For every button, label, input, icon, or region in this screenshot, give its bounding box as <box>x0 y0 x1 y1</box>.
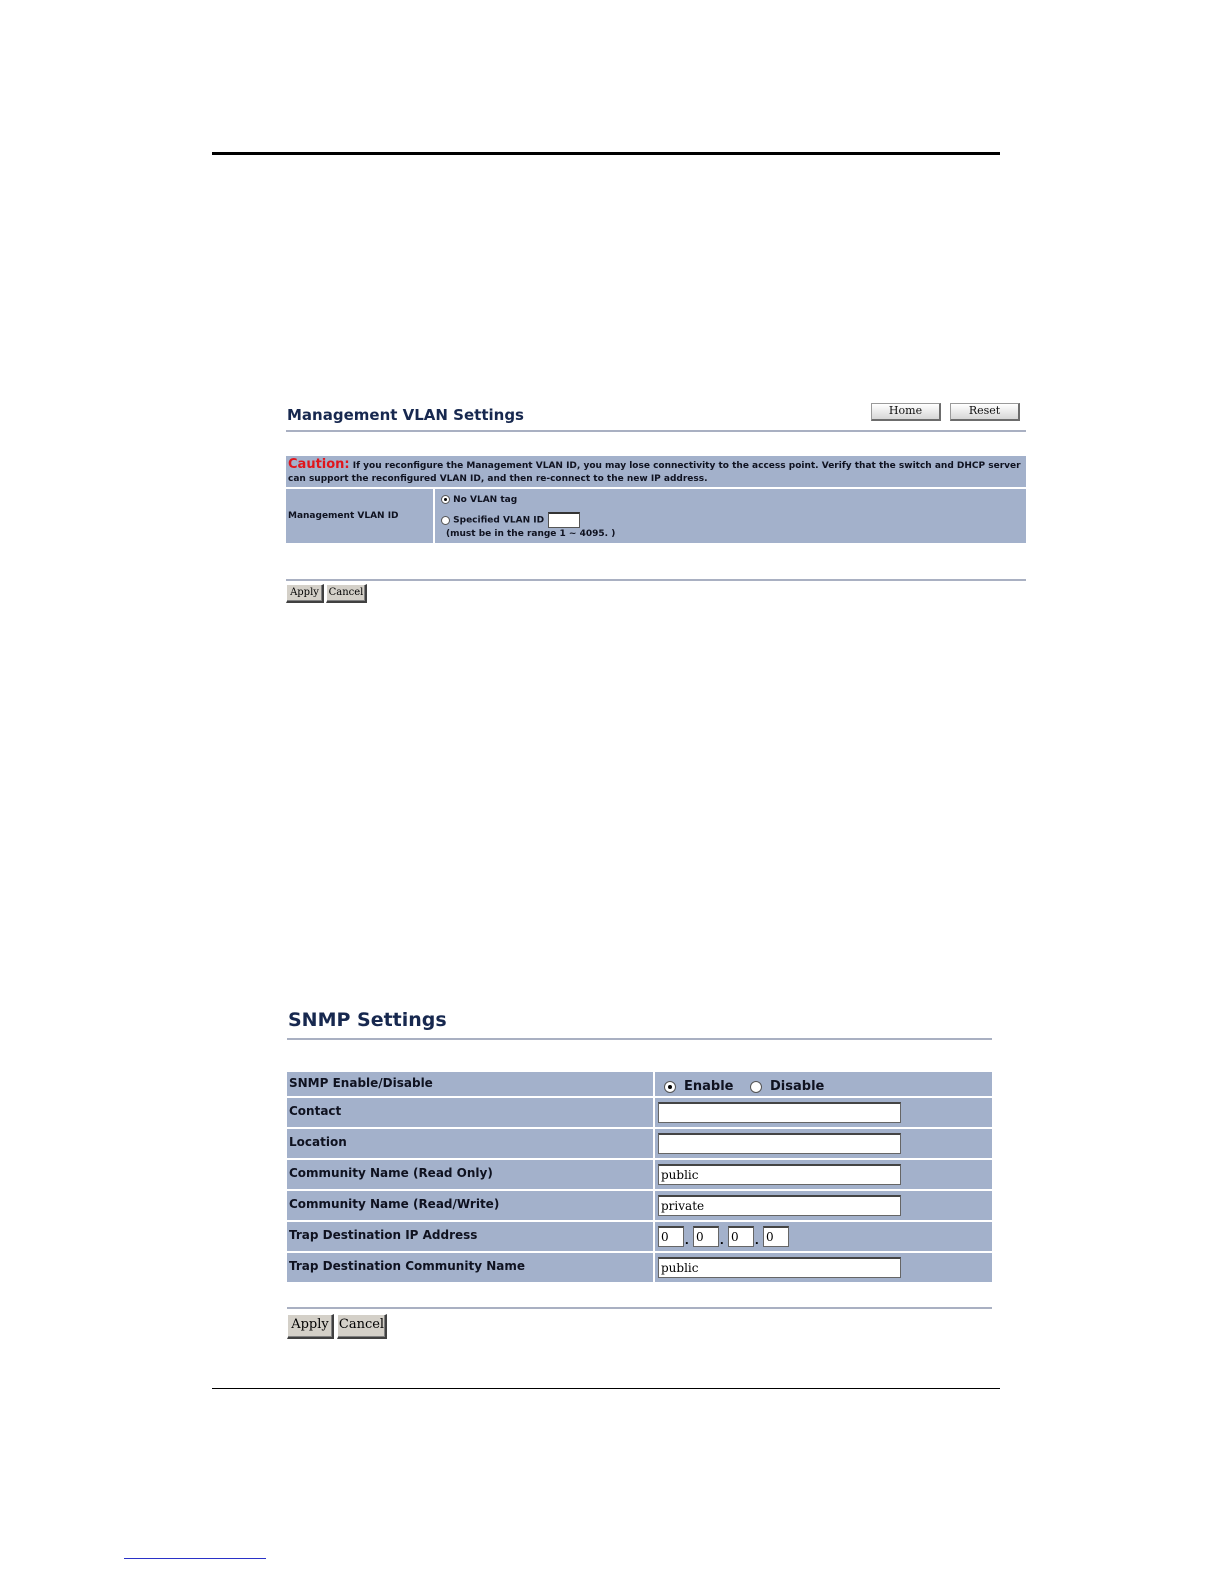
trap-destination-ip-fields <box>655 1222 992 1251</box>
table-row <box>287 1129 992 1158</box>
snmp-cancel-button[interactable]: Cancel <box>337 1314 387 1339</box>
trap-ip-octet-3[interactable]: 0 <box>728 1226 754 1247</box>
vlan-title-divider <box>286 430 1026 432</box>
footer-link-underline <box>124 1558 266 1559</box>
community-read-only-label: Community Name (Read Only) <box>287 1160 653 1189</box>
trap-destination-community-input[interactable]: public <box>658 1257 901 1278</box>
trap-destination-community-label: Trap Destination Community Name <box>287 1253 653 1282</box>
location-input[interactable] <box>658 1133 901 1154</box>
caution-banner <box>286 456 1026 487</box>
caution-label: Caution: <box>288 457 350 472</box>
community-read-write-input[interactable]: private <box>658 1195 901 1216</box>
snmp-enable-options <box>655 1072 992 1096</box>
specified-vlan-id-label: Specified VLAN ID <box>453 515 545 526</box>
vlan-id-input[interactable] <box>548 512 580 528</box>
vlan-cancel-button[interactable]: Cancel <box>326 584 367 603</box>
snmp-enable-radio[interactable] <box>664 1081 676 1093</box>
management-vlan-id-label: Management VLAN ID <box>286 489 433 543</box>
specified-vlan-id-radio[interactable] <box>441 516 450 525</box>
table-row <box>287 1222 992 1251</box>
table-row <box>287 1253 992 1282</box>
snmp-enable-label: SNMP Enable/Disable <box>287 1072 653 1096</box>
table-row <box>287 1072 992 1096</box>
contact-input[interactable] <box>658 1102 901 1123</box>
page-top-rule <box>212 152 1000 155</box>
snmp-settings-table <box>287 1072 992 1284</box>
trap-ip-octet-2[interactable]: 0 <box>693 1226 719 1247</box>
management-vlan-id-options <box>435 489 1026 543</box>
snmp-enable-option-label: Enable <box>684 1079 734 1094</box>
snmp-disable-radio[interactable] <box>750 1081 762 1093</box>
vlan-page-title: Management VLAN Settings <box>287 406 524 424</box>
table-row <box>287 1098 992 1127</box>
vlan-bottom-divider <box>286 579 1026 581</box>
snmp-page-title: SNMP Settings <box>288 1009 447 1031</box>
location-label: Location <box>287 1129 653 1158</box>
caution-text: If you reconfigure the Management VLAN ID, you may lose connectivity to the access point. Verify that the switch and DHCP server can support the reconfigured VLAN ID, and then re-connect to the new IP address. <box>288 461 1021 484</box>
page-bottom-rule <box>212 1388 1000 1389</box>
management-vlan-id-row <box>286 489 1026 543</box>
trap-ip-octet-4[interactable]: 0 <box>763 1226 789 1247</box>
reset-button[interactable]: Reset <box>950 403 1020 421</box>
no-vlan-tag-radio[interactable] <box>441 495 450 504</box>
table-row <box>287 1160 992 1189</box>
community-read-only-input[interactable]: public <box>658 1164 901 1185</box>
snmp-disable-option-label: Disable <box>770 1079 825 1094</box>
no-vlan-tag-label: No VLAN tag <box>453 495 518 505</box>
snmp-bottom-divider <box>287 1307 992 1309</box>
community-read-write-label: Community Name (Read/Write) <box>287 1191 653 1220</box>
contact-label: Contact <box>287 1098 653 1127</box>
table-row <box>287 1191 992 1220</box>
snmp-apply-button[interactable]: Apply <box>287 1314 334 1339</box>
trap-ip-octet-1[interactable]: 0 <box>658 1226 684 1247</box>
vlan-range-note: (must be in the range 1 ~ 4095. ) <box>446 529 616 539</box>
ip-dot: . <box>720 1232 724 1247</box>
vlan-apply-button[interactable]: Apply <box>286 584 324 603</box>
ip-dot: . <box>755 1232 759 1247</box>
home-button[interactable]: Home <box>871 403 941 421</box>
trap-destination-ip-label: Trap Destination IP Address <box>287 1222 653 1251</box>
snmp-title-divider <box>287 1038 992 1040</box>
ip-dot: . <box>685 1232 689 1247</box>
